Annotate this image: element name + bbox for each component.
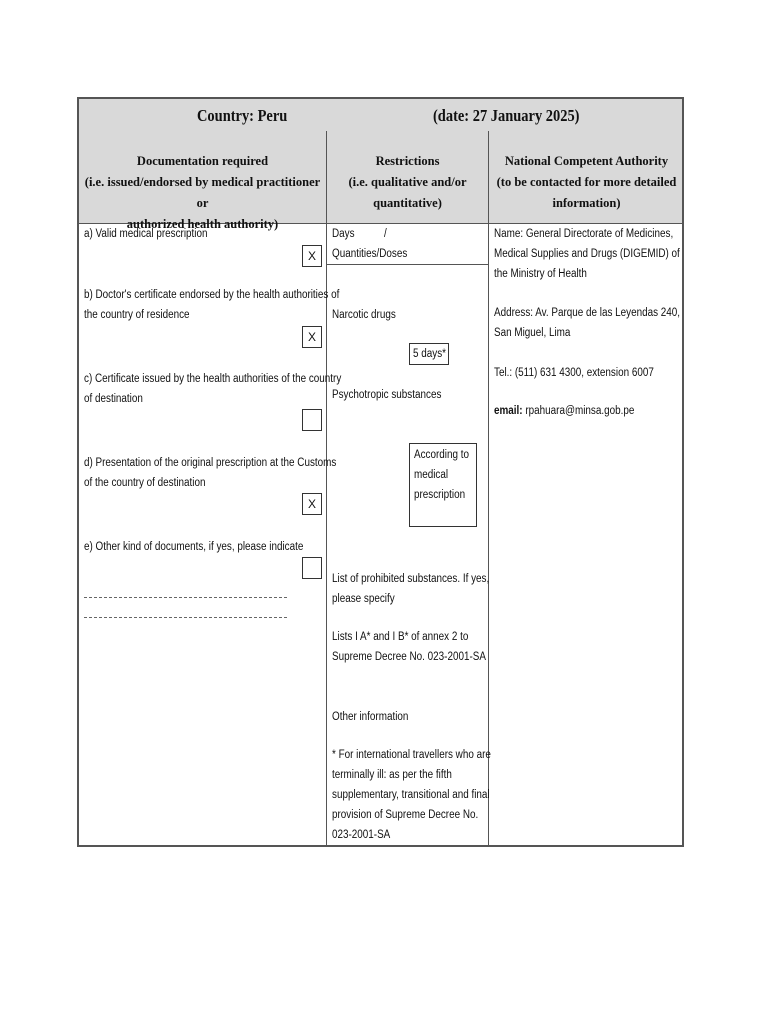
authority-address-line1: Address: Av. Parque de las Leyendas 240,: [494, 307, 681, 319]
footnote-line4: provision of Supreme Decree No.: [332, 809, 479, 821]
doc-b-checkbox[interactable]: X: [302, 326, 322, 348]
doc-d-line2: of the country of destination: [84, 477, 206, 489]
authority-name-line3: the Ministry of Health: [494, 268, 587, 280]
authority-address-line2: San Miguel, Lima: [494, 327, 571, 339]
days-slash: /: [384, 228, 387, 240]
doc-b-line1: b) Doctor's certificate endorsed by the health authorities of: [84, 289, 340, 301]
header-documentation: Documentation required (i.e. issued/endorsed by medical practitioner or authorized health authority): [79, 131, 327, 223]
footnote-line2: terminally ill: as per the fifth: [332, 769, 452, 781]
doc-d-checkbox[interactable]: X: [302, 493, 322, 515]
lists-line2: Supreme Decree No. 023-2001-SA: [332, 651, 486, 663]
doc-e-blank-line-1[interactable]: [84, 597, 287, 598]
email-label: email:: [494, 405, 523, 417]
authority-name-line1: Name: General Directorate of Medicines,: [494, 228, 674, 240]
header-restrictions: Restrictions (i.e. qualitative and/or quantitative): [327, 131, 489, 223]
doc-b-line2: the country of residence: [84, 309, 190, 321]
quantities-label: Quantities/Doses: [332, 248, 408, 260]
footnote-line1: * For international travellers who are: [332, 749, 491, 761]
date-title: (date: 27 January 2025): [433, 106, 580, 125]
authority-email-row: [494, 401, 634, 421]
footnote-line5: 023-2001-SA: [332, 829, 391, 841]
authority-name-line2: Medical Supplies and Drugs (DIGEMID) of: [494, 248, 680, 260]
doc-e-checkbox[interactable]: [302, 557, 322, 579]
doc-c-line1: c) Certificate issued by the health authorities of the country: [84, 373, 342, 385]
doc-a-label: a) Valid medical prescription: [84, 228, 208, 240]
restrictions-column: [327, 223, 489, 845]
lists-line1: Lists I A* and I B* of annex 2 to: [332, 631, 469, 643]
title-row: [79, 99, 682, 132]
footnote-line3: supplementary, transitional and final: [332, 789, 490, 801]
doc-a-checkbox[interactable]: X: [302, 245, 322, 267]
header-authority: National Competent Authority (to be contacted for more detailed information): [496, 154, 677, 210]
prohibited-line2: please specify: [332, 593, 395, 605]
doc-e-label: e) Other kind of documents, if yes, please indicate: [84, 541, 304, 553]
country-title: Country: Peru: [197, 106, 288, 125]
other-info-label: Other information: [332, 711, 409, 723]
country-info-table: [77, 97, 684, 847]
doc-c-checkbox[interactable]: [302, 409, 322, 431]
narcotic-value: 5 days*: [409, 343, 449, 365]
documentation-column: [79, 223, 342, 845]
body-row: [79, 223, 682, 845]
email-address[interactable]: rpahuara@minsa.gob.pe: [525, 405, 635, 417]
doc-e-blank-line-2[interactable]: [84, 617, 287, 618]
psychotropic-label: Psychotropic substances: [332, 389, 442, 401]
psychotropic-value: According to medical prescription: [409, 443, 477, 527]
days-label: Days: [332, 228, 355, 240]
restrictions-divider: [327, 264, 488, 265]
authority-column: [489, 223, 684, 845]
narcotic-label: Narcotic drugs: [332, 309, 396, 321]
prohibited-line1: List of prohibited substances. If yes,: [332, 573, 490, 585]
doc-d-line1: d) Presentation of the original prescription at the Customs: [84, 457, 337, 469]
column-header-row: [79, 131, 682, 231]
authority-tel: Tel.: (511) 631 4300, extension 6007: [494, 367, 654, 379]
doc-c-line2: of destination: [84, 393, 143, 405]
